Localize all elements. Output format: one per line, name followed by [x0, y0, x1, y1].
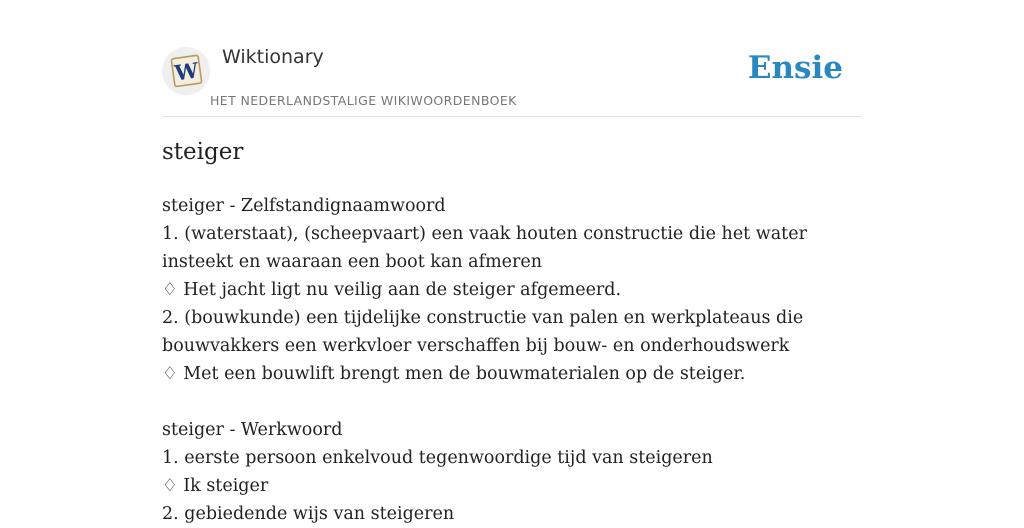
verb-definition-2: 2. gebiedende wijs van steigeren [162, 504, 455, 524]
verb-definition-1: 1. eerste persoon enkelvoud tegenwoordige tijd van steigeren [162, 448, 713, 468]
noun-definition-2: 2. (bouwkunde) een tijdelijke constructie van palen en werkplateaus die bouwvakkers een werkvloer verschaffen bij bouw- en onderhoudswerk [162, 308, 804, 356]
noun-heading: steiger - Zelfstandignaamwoord [162, 196, 446, 216]
noun-definition-1: 1. (waterstaat), (scheepvaart) een vaak houten constructie die het water insteekt en waaraan een boot kan afmeren [162, 224, 807, 272]
logo-letter: W [173, 57, 200, 86]
verb-example-1: ♢ Ik steiger [162, 476, 269, 496]
site-tagline: HET NEDERLANDSTALIGE WIKIWOORDENBOEK [210, 93, 517, 108]
entry-content [162, 192, 862, 528]
wiktionary-logo-icon[interactable] [162, 47, 210, 95]
site-name[interactable]: Wiktionary [222, 46, 324, 68]
verb-heading: steiger - Werkwoord [162, 420, 343, 440]
entry-title: steiger [162, 139, 244, 165]
noun-example-2: ♢ Met een bouwlift brengt men de bouwmaterialen op de steiger. [162, 364, 746, 384]
section-spacer [162, 388, 862, 416]
noun-example-1: ♢ Het jacht ligt nu veilig aan de steiger afgemeerd. [162, 280, 622, 300]
site-header [162, 0, 862, 117]
ensie-brand-link[interactable]: Ensie [747, 50, 843, 86]
